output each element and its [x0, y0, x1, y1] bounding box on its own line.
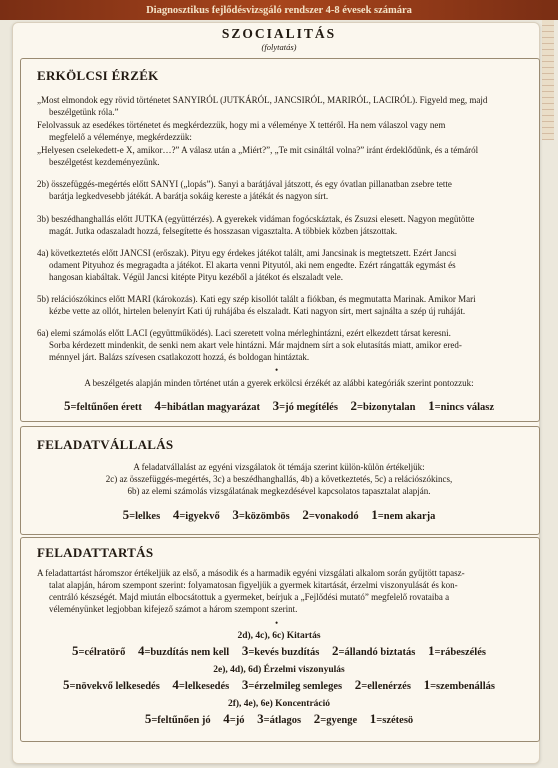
- feladatvallalas-line: 2c) az összefüggés-megértés, 3c) a beszédhanghallás, 4b) a következtetés, 5c) a relációszókincs,: [105, 474, 453, 484]
- intro-line: megfelelő a véleménye, megkérdezzük:: [49, 132, 192, 142]
- scale-item: 4=buzdítás nem kell: [137, 643, 230, 658]
- scale-item: 2=vonakodó: [302, 507, 359, 522]
- scale-item: 4=hibátlan magyarázat: [154, 398, 261, 413]
- scale-item: 2=ellenérzés: [354, 677, 411, 692]
- scale-item: 1=rábeszélés: [428, 643, 486, 658]
- intro-line: Felolvassuk az esedékes történetet és megkérdezzük, hogy mi a véleménye X tettéről. Ha nem válaszol vagy nem: [37, 120, 446, 130]
- page-title: SZOCIALITÁS: [221, 26, 337, 41]
- story-line: 5b) relációszókincs előtt MARI (károkozás). Kati egy szép kisollót talált a fiókban, és megmutatta Marinak. Amikor Mari: [37, 294, 476, 304]
- story-line: Sorba kérdezett mindenkit, de senki nem akart vele hintázni. Már majdnem sírt a sok elutasítás miatt, amikor ered-: [49, 340, 462, 350]
- group-title-koncentracio: 2f), 4e), 6e) Koncentráció: [227, 699, 331, 709]
- feladattartas-line: véleményünket legjobban kifejező számot a három szempont szerint.: [49, 604, 298, 614]
- scale-erzelmi: [20, 677, 538, 693]
- section-heading-feladatvallalas: FELADATVÁLLALÁS: [37, 437, 174, 452]
- feladatvallalas-line: 6b) az elemi számolás vizsgálatának megkezdésével kapcsolatos tapasztalat alapján.: [127, 486, 431, 496]
- story-line: kézbe vette az ollót, hirtelen belenyírt Kati új ruhájába és elszaladt. Kati nagyon sírt, mert sajnálta a szép új ruháját.: [49, 306, 466, 316]
- separator-dot: •: [275, 365, 279, 375]
- scale-item: 4=igyekvő: [172, 507, 220, 522]
- group-title-erzelmi: 2e), 4d), 6d) Érzelmi viszonyulás: [213, 665, 345, 675]
- scale-item: 1=szembenállás: [423, 677, 495, 692]
- separator-dot: •: [275, 618, 279, 628]
- scale-item: 5=növekvő lelkesedés: [63, 677, 160, 692]
- scale-kitartas: [20, 643, 538, 659]
- scale-item: 4=lelkesedés: [172, 677, 230, 692]
- scale-item: 3=közömbös: [232, 507, 290, 522]
- scale-item: 3=átlagos: [257, 711, 302, 726]
- story-line: ménnyel járt. Balázs szívesen csatlakozott hozzá, és boldogan hintáztak.: [49, 352, 310, 362]
- scale-feladatvallalas: [20, 507, 538, 523]
- story-line: magát. Jutka odaszaladt hozzá, felsegítette és hosszasan vigasztalta. A többiek közben játszottak.: [49, 226, 398, 236]
- scale-item: 2=állandó biztatás: [332, 643, 416, 658]
- feladatvallalas-line: A feladatvállalást az egyéni vizsgálatok öt témája szerint külön-külön értékeljük:: [133, 462, 425, 472]
- intro-line: beszélgetünk róla.”: [49, 107, 119, 117]
- scale-item: 2=bizonytalan: [350, 398, 416, 413]
- scale-item: 1=nem akarja: [371, 507, 436, 522]
- scale-item: 1=nincs válasz: [428, 398, 495, 413]
- story-line: barátja legkedvesebb játékát. A barátja sokáig kereste a játékát és nagyon sírt.: [49, 191, 329, 201]
- section-heading-feladattartas: FELADATTARTÁS: [37, 545, 154, 560]
- header-title: Diagnosztikus fejlődésvizsgáló rendszer 4-8 évesek számára: [146, 4, 412, 16]
- scale-item: 2=gyenge: [313, 711, 358, 726]
- scale-item: 3=kevés buzdítás: [241, 643, 320, 658]
- story-line: hangosan kiabáltak. Végül Jancsi kitépte Pityu kezéből a játékot és elszaladt vele.: [49, 272, 343, 282]
- scale-item: 5=feltűnően jó: [144, 711, 211, 726]
- story-line: 4a) következtetés előtt JANCSI (erőszak). Pityu egy érdekes játékot talált, ami Jancsinak is megtetszett. Ezért Jancsi: [37, 248, 457, 258]
- section-heading-erkolcsi: ERKÖLCSI ÉRZÉK: [37, 68, 159, 83]
- scoring-summary: A beszélgetés alapján minden történet után a gyerek erkölcsi érzékét az alábbi kategóriák szerint pontozzuk:: [84, 378, 474, 388]
- group-title-kitartas: 2d), 4c), 6c) Kitartás: [237, 631, 321, 641]
- page-subtitle: (folytatás): [261, 42, 297, 52]
- story-line: 2b) összefüggés-megértés előtt SANYI („lopás”). Sanyi a barátjával játszott, és egy óvatlan pillanatban zsebre tette: [37, 179, 452, 189]
- scale-item: 5=feltűnően érett: [63, 398, 142, 413]
- header-bar: [0, 0, 558, 20]
- intro-line: beszélgetést kezdeményezünk.: [49, 157, 160, 167]
- scale-item: 3=jó megítélés: [272, 398, 338, 413]
- intro-line: „Most elmondok egy rövid történetet SANYIRÓL (JUTKÁRÓL, JANCSIRÓL, MARIRÓL, LACIRÓL). Figyeld meg, majd: [37, 95, 488, 105]
- feladattartas-line: talat alapján, három szempont szerint: folyamatosan figyeljük a gyermek kitartását, érzelmi viszonyulását és kon-: [49, 580, 458, 590]
- feladattartas-line: centráló készségét. Majd miután elbocsátottuk a gyermeket, beírjuk a „Fejlődési mutató” megfelelő rovataiba a: [49, 592, 450, 602]
- scale-item: 3=érzelmileg semleges: [241, 677, 343, 692]
- story-line: 3b) beszédhanghallás előtt JUTKA (együttérzés). A gyerekek vidáman fogócskáztak, és Zsuzsi elesett. Nagyon megütötte: [37, 214, 475, 224]
- intro-line: „Helyesen cselekedett-e X, amikor…?” A válasz után a „Miért?”, „Te mit csináltál volna?” iránt érdeklődünk, és a témáról: [37, 145, 479, 155]
- scale-item: 4=jó: [223, 711, 245, 726]
- story-line: odament Pityuhoz és megragadta a játékot. El akarta venni Pityutól, aki nem engedte. Ezért rángatták egymást és: [49, 260, 456, 270]
- scale-item: 1=szétesö: [369, 711, 414, 726]
- story-line: 6a) elemi számolás előtt LACI (együttműködés). Laci szeretett volna mérleghintázni, ezért elkezdett társat keresni.: [37, 328, 451, 338]
- scale-koncentracio: [20, 711, 538, 727]
- scale-erkolcsi: [20, 398, 538, 414]
- feladattartas-line: A feladattartást háromszor értékeljük az első, a második és a harmadik egyéni vizsgálati alkalom során gyűjtött tapasz-: [37, 568, 465, 578]
- scale-item: 5=lelkes: [122, 507, 161, 522]
- scale-item: 5=célratörő: [72, 643, 126, 658]
